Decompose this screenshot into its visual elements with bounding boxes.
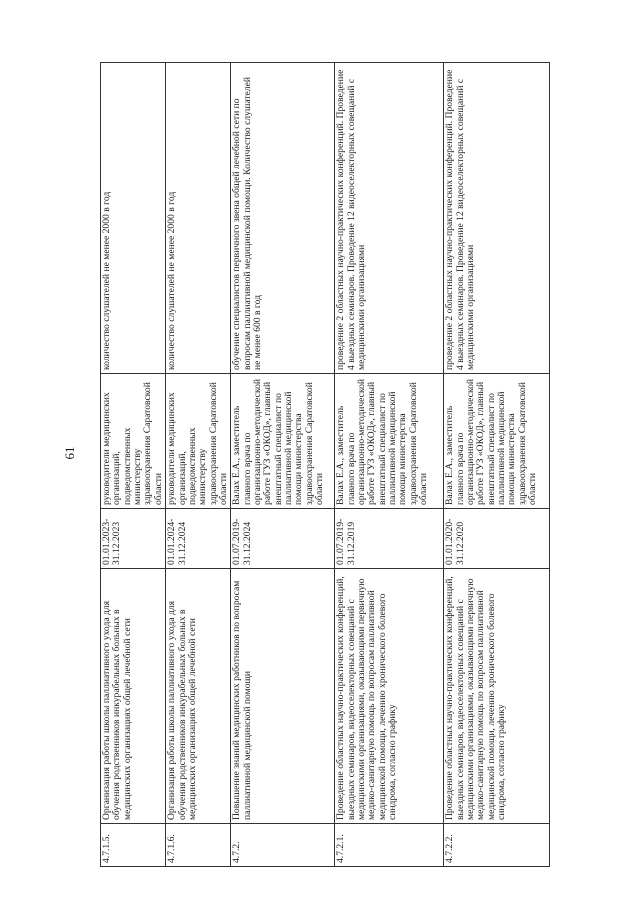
table-row [444, 63, 550, 867]
page-number: 61 [62, 446, 77, 460]
result-cell: проведение 2 областных научно-практических конференций. Проведение 4 выездных семинаров. Проведение 12 видеоселекторных совещаний с медицинскими организациями [444, 63, 550, 374]
responsible-cell: Валах Е.А., заместитель главного врача по организационно-методической работе ГУЗ «ОКОД», главный внештатный специалист по паллиативной медицинской помощи министерства здравоохранения Саратовской области [231, 374, 335, 509]
result-cell: количество слушателей не менее 2000 в год [101, 63, 166, 374]
dates-cell: 01.01.2020-31.12.2020 [444, 509, 550, 569]
dates-cell: 01.01.2023-31.12.2023 [101, 509, 166, 569]
item-number: 4.7.1.5. [101, 824, 166, 867]
table-row [335, 63, 444, 867]
item-number: 4.7.2.1. [335, 824, 444, 867]
item-number: 4.7.2. [231, 824, 335, 867]
table-row [166, 63, 231, 867]
item-number: 4.7.1.6. [166, 824, 231, 867]
result-cell: обучение специалистов первичного звена общей лечебной сети по вопросам паллиативной медицинской помощи. Количество слушателей не менее 600 в год [231, 63, 335, 374]
responsible-cell: руководители медицинских организаций, подведомственных министерству здравоохранения Саратовской области [101, 374, 166, 509]
table-row [101, 63, 166, 867]
rotated-table-frame [100, 62, 539, 867]
activity-cell: Проведение областных научно-практических конференций, выездных семинаров, видеоселекторных совещаний с медицинскими организациями, оказывающими первичную медико-санитарную помощь по вопросам паллиативной медицинской помощи, лечению хронического болевого синдрома, согласно графику [335, 569, 444, 824]
activity-cell: Проведение областных научно-практических конференций, выездных семинаров, видеоселекторных совещаний с медицинскими организациями, оказывающими первичную медико-санитарную помощь по вопросам паллиативной медицинской помощи, лечению хронического болевого синдрома, согласно графику [444, 569, 550, 824]
dates-cell: 01.01.2024-31.12.2024 [166, 509, 231, 569]
item-number: 4.7.2.2. [444, 824, 550, 867]
table-container [100, 62, 539, 867]
table-row [231, 63, 335, 867]
activity-cell: Повышение знаний медицинских работников по вопросам паллиативной медицинской помощи [231, 569, 335, 824]
activity-cell: Организация работы школы паллиативного ухода для обучения родственников инкурабельных больных в медицинских организациях общей лечебной сети [101, 569, 166, 824]
result-cell: проведение 2 областных научно-практических конференций. Проведение 4 выездных семинаров. Проведение 12 видеоселекторных совещаний с медицинскими организациями [335, 63, 444, 374]
dates-cell: 01.07.2019-31.12.2024 [231, 509, 335, 569]
responsible-cell: руководители медицинских организаций, подведомственных министерству здравоохранения Саратовской области [166, 374, 231, 509]
result-cell: количество слушателей не менее 2000 в год [166, 63, 231, 374]
responsible-cell: Валах Е.А., заместитель главного врача по организационно-методической работе ГУЗ «ОКОД», главный внештатный специалист по паллиативной медицинской помощи министерства здравоохранения Саратовской области [335, 374, 444, 509]
dates-cell: 01.07.2019-31.12.2019 [335, 509, 444, 569]
responsible-cell: Валах Е.А., заместитель главного врача по организационно-методической работе ГУЗ «ОКОД», главный внештатный специалист по паллиативной медицинской помощи министерства здравоохранения Саратовской области [444, 374, 550, 509]
activity-cell: Организация работы школы паллиативного ухода для обучения родственников инкурабельных больных в медицинских организациях общей лечебной сети [166, 569, 231, 824]
plan-table [100, 62, 550, 867]
